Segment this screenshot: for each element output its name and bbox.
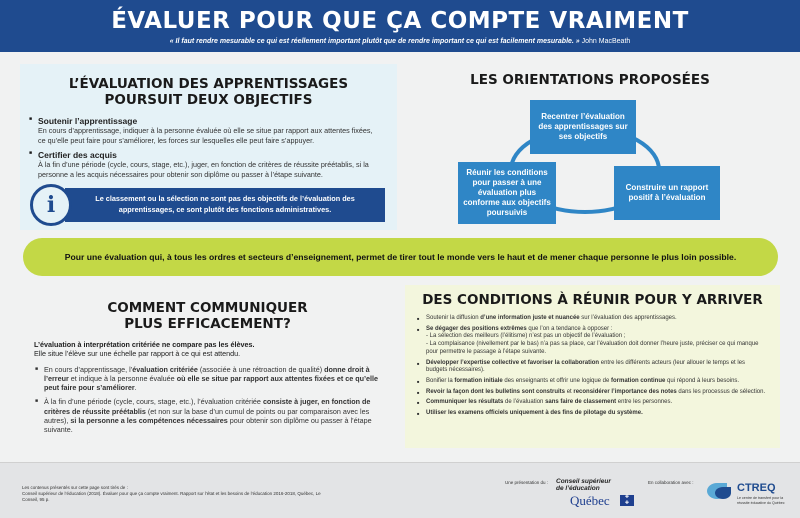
- collab-label: En collaboration avec :: [648, 480, 694, 485]
- presentation-label: Une présentation du :: [505, 480, 549, 485]
- info-box: Le classement ou la sélection ne sont pas des objectifs de l’évaluation des apprentissages, ce sont plutôt des fonctions administratives.: [65, 188, 385, 222]
- page-title: ÉVALUER POUR QUE ÇA COMPTE VRAIMENT: [111, 8, 689, 34]
- quebec-wordmark: Québec: [570, 493, 610, 508]
- t: dans les processus de sélection.: [676, 388, 766, 395]
- t: - La sélection des meilleurs (l’élitisme) n’est pas un objectif de l’évaluation ;: [426, 333, 626, 340]
- t: - La complaisance (nivellement par le bas) n’a pas sa place, car l’évaluation doit donner l’heure juste, préciser ce qui manque pour permettre le passage à l’étape suivante.: [426, 341, 759, 355]
- t: En cours d’apprentissage, l’: [44, 364, 133, 374]
- t: .: [134, 383, 137, 393]
- t: et indique à la personne évaluée: [68, 373, 177, 383]
- source-line-2: Conseil supérieur de l’éducation (2018). Évaluer pour que ça compte vraiment. Rapport sur l’état et les besoins de l’éducation 2016-2018, Québec, Le Conseil, 95 p.: [22, 491, 321, 502]
- communiquer-title-line1: COMMENT COMMUNIQUER: [107, 300, 308, 316]
- t: Bonifier la: [426, 377, 455, 384]
- objectif-2-title: ■ Certifier des acquis: [38, 150, 381, 160]
- banner: [23, 238, 778, 276]
- objectifs-title-line2: POURSUIT DEUX OBJECTIFS: [104, 92, 313, 108]
- objectifs-panel: [20, 64, 397, 230]
- communiquer-section: [20, 300, 395, 440]
- condition-2: [426, 326, 768, 357]
- condition-4: [426, 378, 768, 386]
- orientations-title: LES ORIENTATIONS PROPOSÉES: [470, 72, 710, 88]
- t: que l’on a tendance à opposer :: [526, 325, 613, 332]
- header: [0, 0, 800, 52]
- t: si la personne a les compétences nécessaires: [70, 416, 228, 426]
- ctreq-subtitle: Le centre de transfert pour la réussite éducative du Québec: [737, 496, 785, 505]
- t: consiste à juger, en fonction de critères de réussite préétablis: [44, 397, 371, 416]
- banner-text: Pour une évaluation qui, à tous les ordres et secteurs d’enseignement, permet de tirer tout le monde vers le haut et de mener chaque personne le plus loin possible.: [64, 252, 737, 262]
- t: Soutenir la diffusion: [426, 315, 481, 321]
- condition-7: [426, 410, 768, 418]
- t: et: [565, 388, 574, 395]
- t: sur l’évaluation des apprentissages.: [579, 315, 677, 321]
- t: Développer l’expertise collective et favoriser la collaboration: [426, 359, 600, 366]
- t: Utiliser les examens officiels uniquement à des fins de pilotage du système.: [426, 410, 643, 417]
- t: donne droit à l’erreur: [44, 364, 370, 383]
- communiquer-intro-text: Elle situe l’élève sur une échelle par rapport à ce qui est attendu.: [34, 349, 241, 359]
- orientation-box-1: Recentrer l’évaluation des apprentissages sur ses objectifs: [530, 100, 636, 154]
- info-icon: i: [30, 184, 72, 226]
- quote-author: John MacBeath: [581, 38, 631, 45]
- t: entre les personnes.: [616, 399, 673, 406]
- objectifs-title-line1: L’ÉVALUATION DES APPRENTISSAGES: [68, 76, 349, 92]
- t: d’une information juste et nuancée: [480, 315, 580, 321]
- conditions-panel: [405, 285, 780, 448]
- t: de l’évaluation: [503, 399, 546, 406]
- objectif-1-title: ■ Soutenir l’apprentissage: [38, 116, 381, 126]
- t: À la fin d’une période (cycle, cours, stage, etc.), l’évaluation critériée: [44, 397, 263, 407]
- t: Communiquer les résultats: [426, 399, 504, 406]
- cse-logo-text: [556, 478, 611, 492]
- t: des enseignants et offrir une logique de: [502, 377, 612, 384]
- conditions-title: DES CONDITIONS À RÉUNIR POUR Y ARRIVER: [422, 292, 763, 308]
- cse-line-2: de l’éducation: [556, 485, 600, 492]
- objectif-1-text: En cours d’apprentissage, indiquer à la personne évaluée où elle se situe par rapport aux attentes fixées, ce qu’elle peut faire pour s’améliorer, les forces sur lesquelles elle peut faire s’appuyer.: [38, 126, 373, 145]
- t: (et non sur la base d’un cumul de points ou par comparaison avec les autres),: [44, 406, 370, 426]
- t: formation continue: [611, 377, 666, 384]
- objectif-2-text: À la fin d’une période (cycle, cours, stage, etc.), juger, en fonction de critères de réussite préétablis, si la personne a les acquis nécessaires pour obtenir son diplôme ou passer à l’étape suivante.: [38, 160, 369, 179]
- t: entre les différents acteurs (leur allouer le temps et les budgets nécessaires).: [426, 359, 746, 374]
- communiquer-title-line2: PLUS EFFICACEMENT?: [124, 316, 291, 332]
- condition-6: [426, 399, 768, 407]
- quebec-flag-icon: ✚ ✚: [620, 495, 634, 506]
- cse-line-1: Conseil supérieur: [556, 478, 611, 485]
- t: (associée à une rétroaction de qualité): [197, 364, 325, 374]
- t: évaluation critériée: [132, 364, 198, 374]
- t: qui répond à leurs besoins.: [665, 377, 740, 384]
- communiquer-intro-bold: L’évaluation à interprétation critériée ne compare pas les élèves.: [34, 340, 255, 349]
- communiquer-title: [20, 300, 395, 332]
- t: où elle se situe par rapport aux attentes fixées et ce qu’elle peut faire pour s’améliorer: [44, 373, 379, 393]
- t: reconsidérer l’importance des notes: [573, 388, 677, 395]
- condition-3: [426, 360, 768, 375]
- communiquer-item-1: [44, 365, 387, 393]
- condition-5: [426, 389, 768, 397]
- objectifs-title: [20, 76, 397, 108]
- t: formation initiale: [454, 377, 503, 384]
- orientation-box-2: Construire un rapport positif à l’évaluation: [614, 166, 720, 220]
- footer: [0, 462, 800, 518]
- source-line-1: Les contenus présentés sur cette page sont tirés de :: [22, 485, 128, 490]
- ctreq-logo-icon: [707, 483, 733, 499]
- t: Revoir la façon dont les bulletins sont construits: [426, 388, 566, 395]
- condition-1: [426, 315, 768, 323]
- quote-text: « Il faut rendre mesurable ce qui est réellement important plutôt que de rendre important ce qui est facilement mesurable. »: [169, 38, 580, 45]
- footer-source: [22, 485, 322, 503]
- communiquer-item-2: [44, 397, 387, 434]
- orientation-box-3: Réunir les conditions pour passer à une évaluation plus conforme aux objectifs poursuivis: [458, 162, 556, 224]
- quote: [0, 38, 800, 45]
- t: Se dégager des positions extrêmes: [426, 325, 527, 332]
- ctreq-wordmark: CTREQ: [737, 482, 776, 494]
- t: pour obtenir son diplôme ou passer à l’étape suivante.: [44, 416, 372, 435]
- t: sans faire de classement: [545, 399, 617, 406]
